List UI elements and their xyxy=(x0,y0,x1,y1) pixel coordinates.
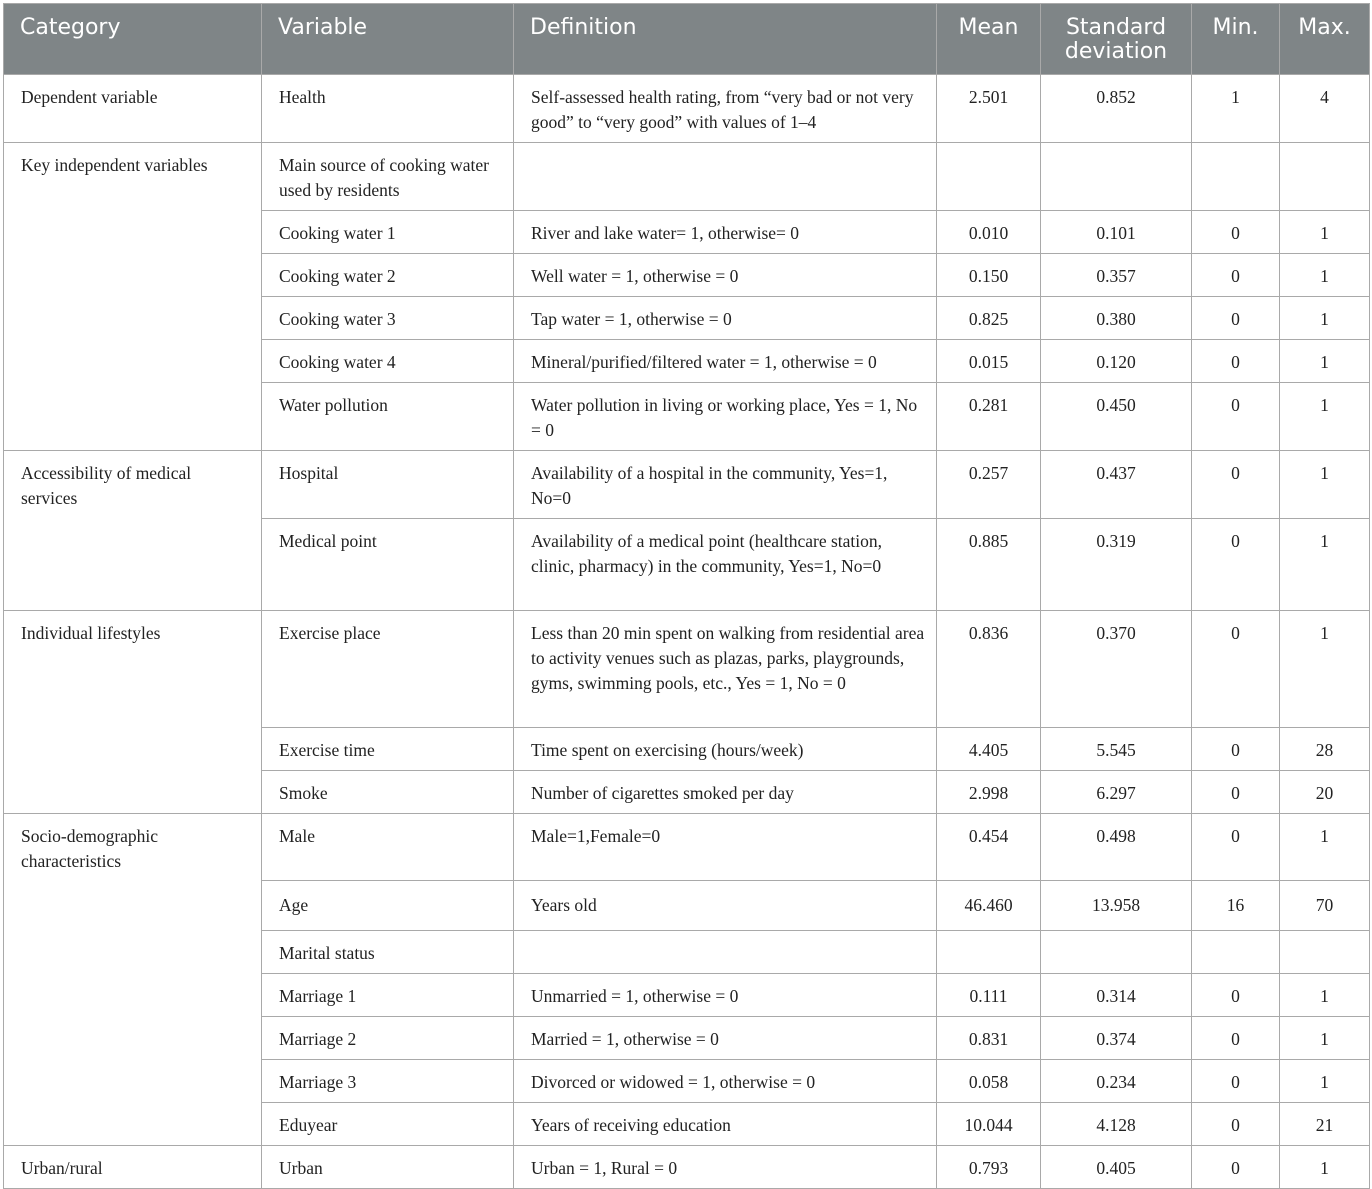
mean-cell: 0.281 xyxy=(937,383,1041,451)
table-row xyxy=(4,1146,1370,1189)
max-cell xyxy=(1280,931,1370,974)
header-category: Category xyxy=(4,4,262,75)
mean-cell: 2.501 xyxy=(937,75,1041,143)
max-cell: 70 xyxy=(1280,881,1370,931)
header-mean: Mean xyxy=(937,4,1041,75)
variable-cell: Cooking water 4 xyxy=(262,340,514,383)
mean-cell: 46.460 xyxy=(937,881,1041,931)
table-row xyxy=(4,143,1370,211)
variable-cell: Marital status xyxy=(262,931,514,974)
min-cell: 0 xyxy=(1192,1060,1280,1103)
table-row xyxy=(4,75,1370,143)
category-cell: Individual lifestyles xyxy=(4,611,262,814)
variable-cell: Age xyxy=(262,881,514,931)
min-cell: 0 xyxy=(1192,211,1280,254)
min-cell: 0 xyxy=(1192,340,1280,383)
max-cell: 1 xyxy=(1280,1017,1370,1060)
definition-cell: Urban = 1, Rural = 0 xyxy=(514,1146,937,1189)
variable-cell: Water pollution xyxy=(262,383,514,451)
category-cell: Urban/rural xyxy=(4,1146,262,1189)
sd-cell: 0.450 xyxy=(1041,383,1192,451)
max-cell: 1 xyxy=(1280,383,1370,451)
max-cell: 1 xyxy=(1280,814,1370,881)
variable-cell: Smoke xyxy=(262,771,514,814)
mean-cell: 0.015 xyxy=(937,340,1041,383)
min-cell xyxy=(1192,931,1280,974)
mean-cell: 0.825 xyxy=(937,297,1041,340)
sd-cell: 0.120 xyxy=(1041,340,1192,383)
sd-cell: 5.545 xyxy=(1041,728,1192,771)
min-cell: 0 xyxy=(1192,728,1280,771)
header-standard-deviation: Standard deviation xyxy=(1041,4,1192,75)
min-cell: 0 xyxy=(1192,771,1280,814)
min-cell xyxy=(1192,143,1280,211)
variable-cell: Cooking water 1 xyxy=(262,211,514,254)
min-cell: 0 xyxy=(1192,254,1280,297)
min-cell: 0 xyxy=(1192,611,1280,728)
definition-cell: Availability of a hospital in the community, Yes=1, No=0 xyxy=(514,451,937,519)
variable-cell: Eduyear xyxy=(262,1103,514,1146)
min-cell: 0 xyxy=(1192,1103,1280,1146)
definition-cell: Number of cigarettes smoked per day xyxy=(514,771,937,814)
definition-cell: Divorced or widowed = 1, otherwise = 0 xyxy=(514,1060,937,1103)
table-row xyxy=(4,814,1370,881)
sd-cell: 0.101 xyxy=(1041,211,1192,254)
category-cell: Accessibility of medical services xyxy=(4,451,262,611)
max-cell: 1 xyxy=(1280,611,1370,728)
min-cell: 0 xyxy=(1192,297,1280,340)
definition-cell: River and lake water= 1, otherwise= 0 xyxy=(514,211,937,254)
mean-cell xyxy=(937,143,1041,211)
definition-cell: Male=1,Female=0 xyxy=(514,814,937,881)
mean-cell: 0.831 xyxy=(937,1017,1041,1060)
mean-cell: 0.058 xyxy=(937,1060,1041,1103)
mean-cell: 0.257 xyxy=(937,451,1041,519)
definition-cell: Tap water = 1, otherwise = 0 xyxy=(514,297,937,340)
header-row xyxy=(4,4,1370,75)
max-cell: 1 xyxy=(1280,297,1370,340)
mean-cell xyxy=(937,931,1041,974)
sd-cell: 6.297 xyxy=(1041,771,1192,814)
max-cell: 1 xyxy=(1280,519,1370,611)
category-cell: Dependent variable xyxy=(4,75,262,143)
min-cell: 0 xyxy=(1192,1146,1280,1189)
min-cell: 0 xyxy=(1192,974,1280,1017)
definition-cell: Years of receiving education xyxy=(514,1103,937,1146)
sd-cell: 0.374 xyxy=(1041,1017,1192,1060)
definition-cell xyxy=(514,143,937,211)
max-cell: 1 xyxy=(1280,340,1370,383)
mean-cell: 0.010 xyxy=(937,211,1041,254)
variable-cell: Urban xyxy=(262,1146,514,1189)
min-cell: 1 xyxy=(1192,75,1280,143)
mean-cell: 0.111 xyxy=(937,974,1041,1017)
definition-cell: Unmarried = 1, otherwise = 0 xyxy=(514,974,937,1017)
min-cell: 0 xyxy=(1192,383,1280,451)
definition-cell: Availability of a medical point (healthcare station, clinic, pharmacy) in the community, Yes=1, No=0 xyxy=(514,519,937,611)
max-cell: 21 xyxy=(1280,1103,1370,1146)
sd-cell: 0.498 xyxy=(1041,814,1192,881)
max-cell: 1 xyxy=(1280,451,1370,519)
variable-cell: Cooking water 2 xyxy=(262,254,514,297)
mean-cell: 2.998 xyxy=(937,771,1041,814)
max-cell: 1 xyxy=(1280,1060,1370,1103)
mean-cell: 0.836 xyxy=(937,611,1041,728)
variable-cell: Main source of cooking water used by residents xyxy=(262,143,514,211)
sd-cell: 0.234 xyxy=(1041,1060,1192,1103)
min-cell: 0 xyxy=(1192,519,1280,611)
sd-cell: 4.128 xyxy=(1041,1103,1192,1146)
category-cell: Key independent variables xyxy=(4,143,262,451)
variable-cell: Male xyxy=(262,814,514,881)
header-min: Min. xyxy=(1192,4,1280,75)
mean-cell: 0.454 xyxy=(937,814,1041,881)
definition-cell: Water pollution in living or working place, Yes = 1, No = 0 xyxy=(514,383,937,451)
table-row xyxy=(4,451,1370,519)
definition-cell: Well water = 1, otherwise = 0 xyxy=(514,254,937,297)
variable-cell: Medical point xyxy=(262,519,514,611)
definition-cell: Self-assessed health rating, from “very bad or not very good” to “very good” with values of 1–4 xyxy=(514,75,937,143)
max-cell: 1 xyxy=(1280,211,1370,254)
sd-cell xyxy=(1041,143,1192,211)
mean-cell: 0.793 xyxy=(937,1146,1041,1189)
sd-cell: 0.314 xyxy=(1041,974,1192,1017)
definition-cell: Time spent on exercising (hours/week) xyxy=(514,728,937,771)
header-max: Max. xyxy=(1280,4,1370,75)
sd-cell: 0.405 xyxy=(1041,1146,1192,1189)
definition-cell: Mineral/purified/filtered water = 1, otherwise = 0 xyxy=(514,340,937,383)
mean-cell: 4.405 xyxy=(937,728,1041,771)
sd-cell: 0.380 xyxy=(1041,297,1192,340)
variable-cell: Marriage 2 xyxy=(262,1017,514,1060)
definition-cell: Married = 1, otherwise = 0 xyxy=(514,1017,937,1060)
min-cell: 16 xyxy=(1192,881,1280,931)
max-cell: 1 xyxy=(1280,1146,1370,1189)
mean-cell: 10.044 xyxy=(937,1103,1041,1146)
sd-cell: 0.437 xyxy=(1041,451,1192,519)
max-cell: 20 xyxy=(1280,771,1370,814)
sd-cell: 0.319 xyxy=(1041,519,1192,611)
descriptive-statistics-table xyxy=(3,3,1370,1189)
header-variable: Variable xyxy=(262,4,514,75)
max-cell: 28 xyxy=(1280,728,1370,771)
sd-cell: 0.852 xyxy=(1041,75,1192,143)
min-cell: 0 xyxy=(1192,1017,1280,1060)
mean-cell: 0.150 xyxy=(937,254,1041,297)
mean-cell: 0.885 xyxy=(937,519,1041,611)
max-cell xyxy=(1280,143,1370,211)
variable-cell: Exercise time xyxy=(262,728,514,771)
variable-cell: Marriage 3 xyxy=(262,1060,514,1103)
max-cell: 4 xyxy=(1280,75,1370,143)
header-definition: Definition xyxy=(514,4,937,75)
min-cell: 0 xyxy=(1192,451,1280,519)
sd-cell xyxy=(1041,931,1192,974)
sd-cell: 13.958 xyxy=(1041,881,1192,931)
table-row xyxy=(4,611,1370,728)
category-cell: Socio-demographic characteristics xyxy=(4,814,262,1146)
definition-cell: Years old xyxy=(514,881,937,931)
min-cell: 0 xyxy=(1192,814,1280,881)
definition-cell xyxy=(514,931,937,974)
variable-cell: Exercise place xyxy=(262,611,514,728)
variable-cell: Marriage 1 xyxy=(262,974,514,1017)
sd-cell: 0.370 xyxy=(1041,611,1192,728)
variable-cell: Health xyxy=(262,75,514,143)
variable-cell: Cooking water 3 xyxy=(262,297,514,340)
variable-cell: Hospital xyxy=(262,451,514,519)
max-cell: 1 xyxy=(1280,974,1370,1017)
definition-cell: Less than 20 min spent on walking from residential area to activity venues such as plazas, parks, playgrounds, gyms, swimming pools, etc., Yes = 1, No = 0 xyxy=(514,611,937,728)
max-cell: 1 xyxy=(1280,254,1370,297)
sd-cell: 0.357 xyxy=(1041,254,1192,297)
